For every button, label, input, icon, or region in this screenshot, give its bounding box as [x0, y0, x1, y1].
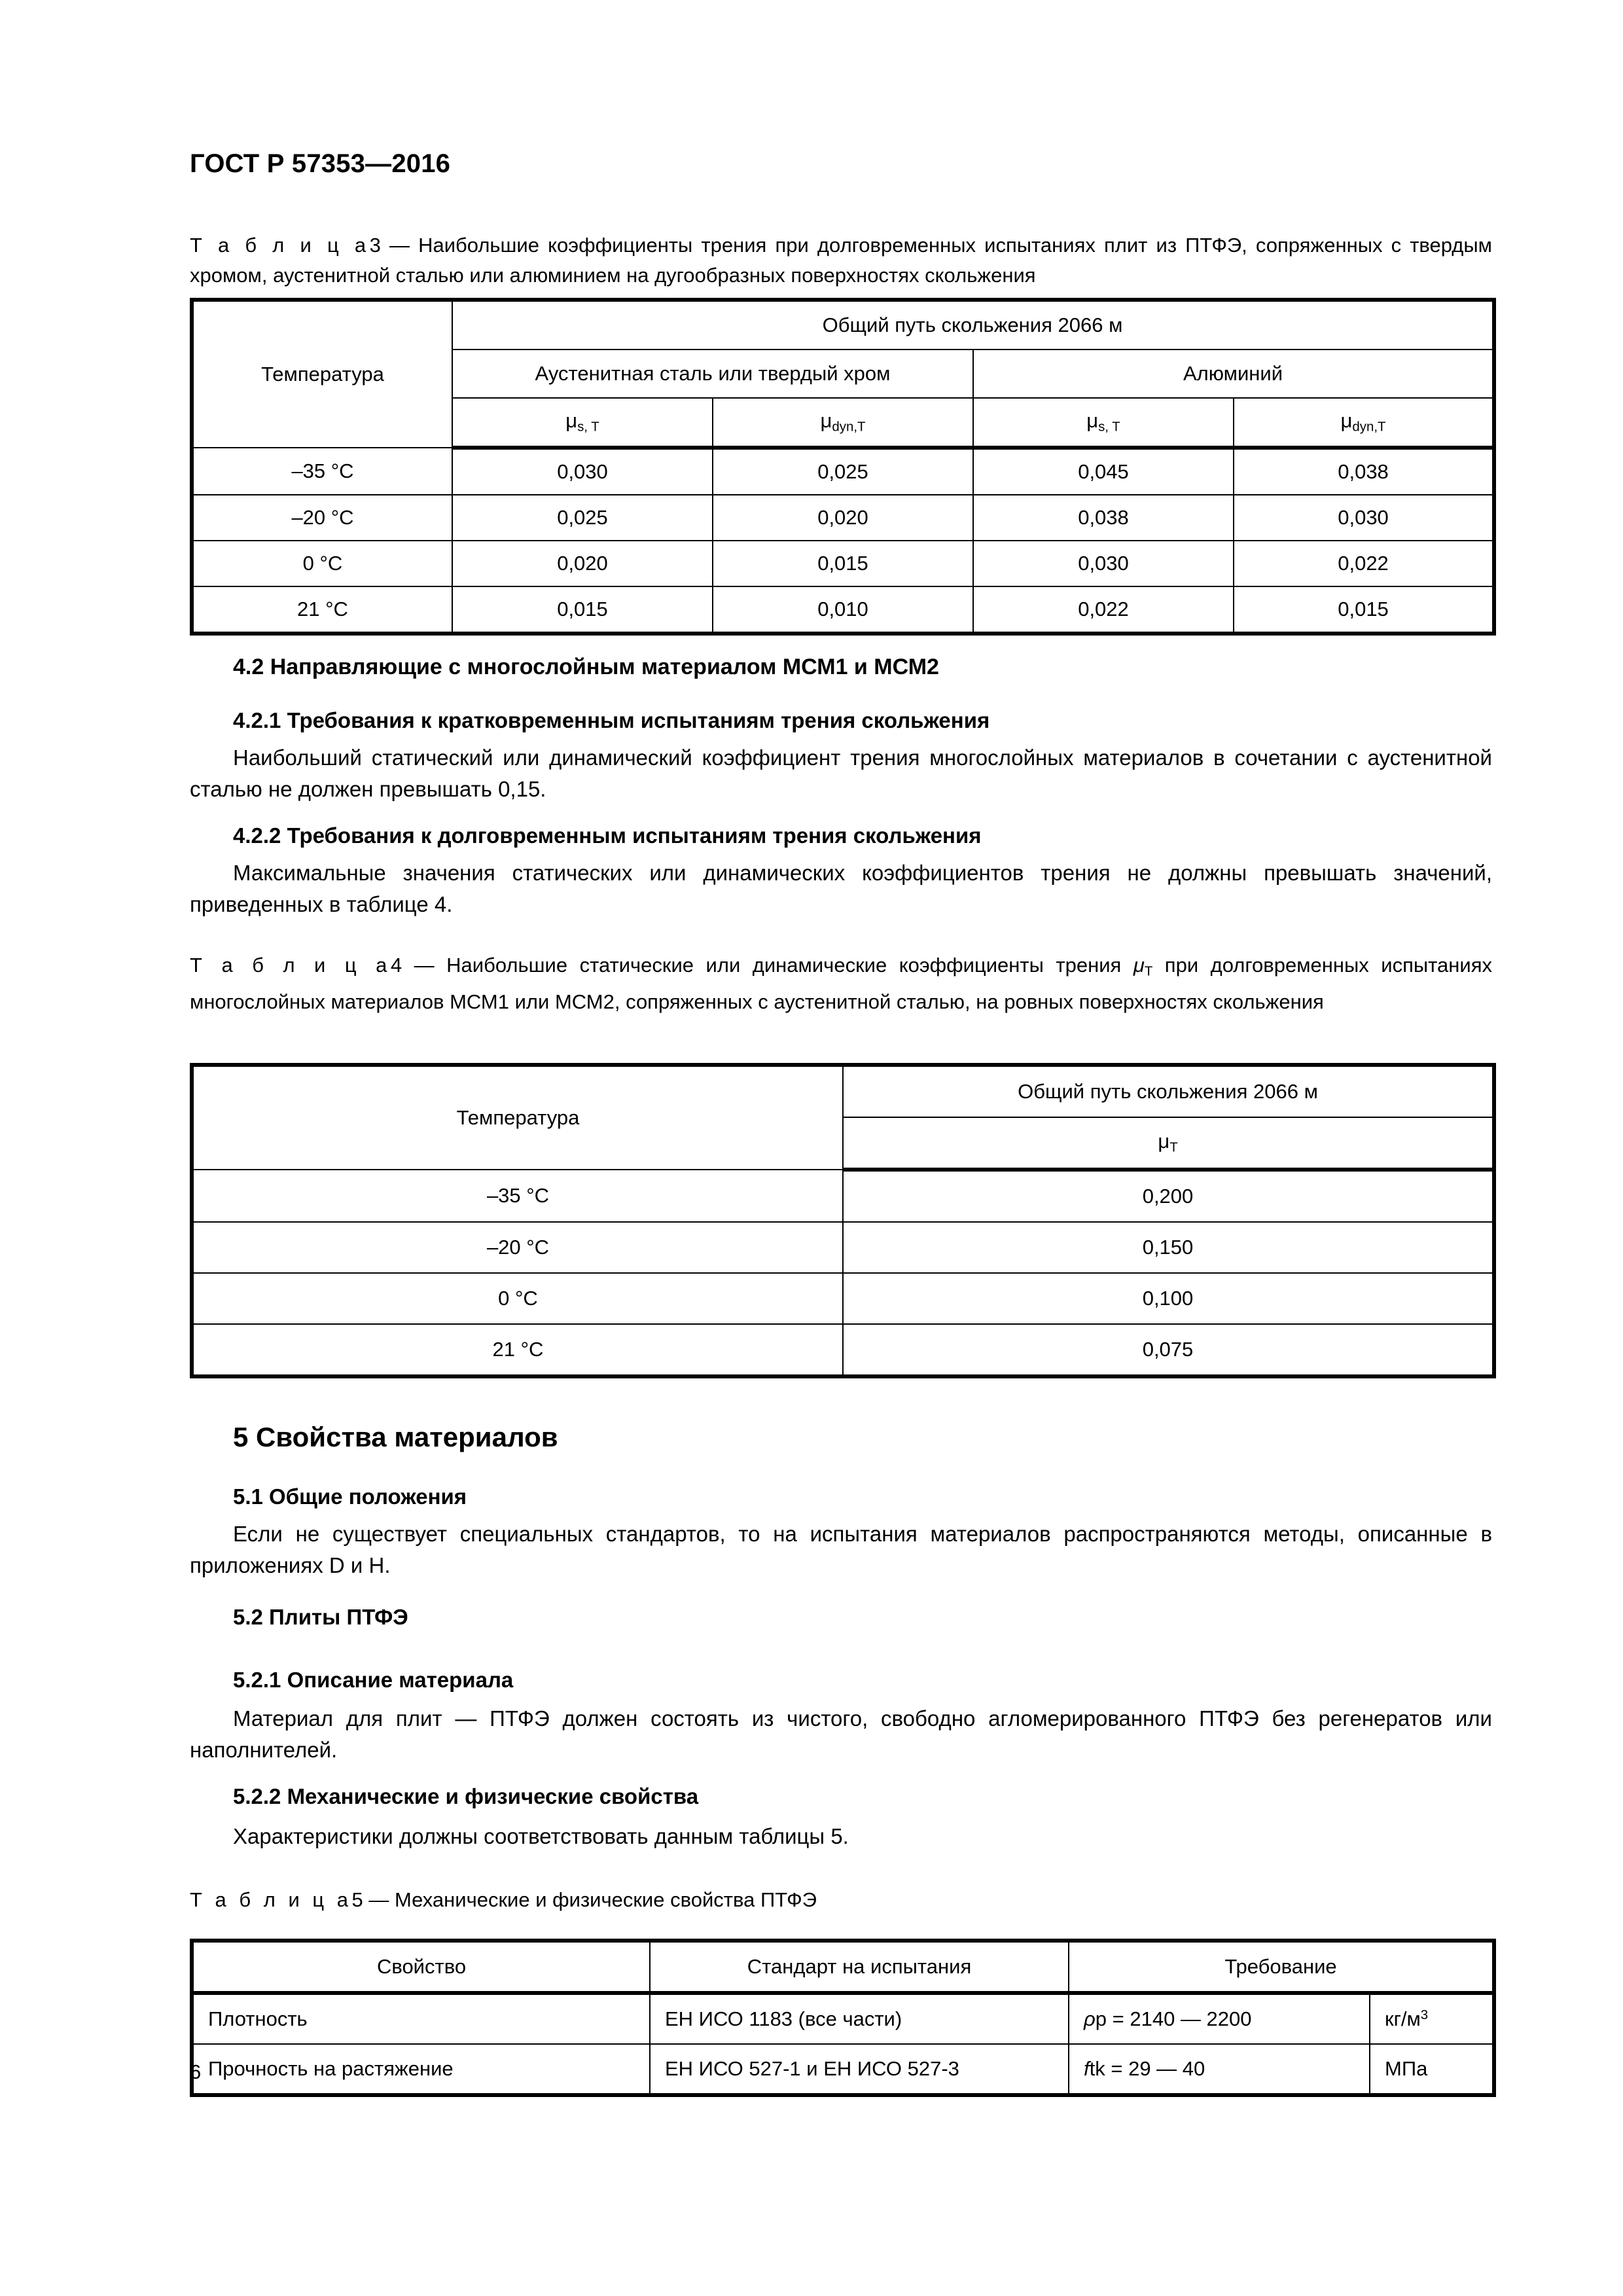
table3-cell-aluminium-dynamic: 0,038 — [1234, 448, 1494, 495]
table3-cell-steel-dynamic: 0,010 — [713, 586, 973, 634]
table-row — [192, 1273, 1494, 1324]
table3-cell-aluminium-static: 0,038 — [973, 495, 1234, 541]
table4 — [190, 1063, 1496, 1378]
section-5-2-2-body-block — [190, 1821, 1492, 1852]
table-row — [192, 541, 1494, 586]
unit-base: кг/м — [1385, 2007, 1421, 2030]
table4-cell-temperature: 21 °C — [192, 1324, 843, 1376]
f-symbol: f — [1084, 2057, 1090, 2080]
table4-cell-mu: 0,075 — [843, 1324, 1494, 1376]
heading-4-2-1: 4.2.1 Требования к кратковременным испытаниям трения скольжения — [233, 708, 990, 732]
table4-header-temperature: Температура — [192, 1065, 843, 1170]
mu-subscript: dyn,T — [1352, 419, 1386, 435]
table3-caption — [190, 230, 1492, 291]
table5-header-standard: Стандарт на испытания — [650, 1941, 1069, 1993]
heading-5-2-2: 5.2.2 Механические и физические свойства — [233, 1784, 699, 1808]
table5-cell-requirement — [1069, 1993, 1370, 2044]
table5-caption-number: 5 — [351, 1888, 363, 1911]
mu-symbol: μ — [820, 409, 832, 433]
table3-cell-temperature: –35 °C — [192, 448, 452, 495]
table3-header-group-steel: Аустенитная сталь или твердый хром — [452, 350, 973, 398]
table4-header-total-path: Общий путь скольжения 2066 м — [843, 1065, 1494, 1117]
table5-cell-unit — [1370, 1993, 1494, 2044]
mu-symbol: μ — [1133, 954, 1145, 977]
table5-header-property: Свойство — [192, 1941, 650, 1993]
table5-cell-standard: ЕН ИСО 1183 (все части) — [650, 1993, 1069, 2044]
section-4-2-2-body-block — [190, 857, 1492, 920]
heading-5: 5 Свойства материалов — [233, 1422, 558, 1452]
table4-caption-dash: — — [414, 954, 435, 977]
mu-subscript: s, T — [1098, 419, 1120, 435]
table3-cell-steel-static: 0,020 — [452, 541, 713, 586]
table4-caption — [190, 950, 1492, 1017]
heading-5-2-1: 5.2.1 Описание материала — [233, 1668, 514, 1692]
table3-container — [190, 298, 1492, 636]
table4-cell-mu: 0,100 — [843, 1273, 1494, 1324]
paragraph-5-1: Если не существует специальных стандартов, то на испытания материалов распространяются методы, описанные в приложениях D и H. — [190, 1522, 1492, 1577]
table3-header-group-aluminium: Алюминий — [973, 350, 1494, 398]
table3-cell-temperature: 0 °C — [192, 541, 452, 586]
paragraph-4-2-2: Максимальные значения статических или динамических коэффициентов трения не должны превышать значений, приведенных в таблице 4. — [190, 861, 1492, 916]
mu-symbol: μ — [1340, 409, 1353, 433]
table3-cell-steel-dynamic: 0,015 — [713, 541, 973, 586]
rho-suffix: p — [1095, 2007, 1107, 2030]
table-row — [192, 1222, 1494, 1273]
table5-cell-unit — [1370, 2044, 1494, 2095]
table3-cell-temperature: 21 °C — [192, 586, 452, 634]
table5 — [190, 1939, 1496, 2097]
table4-caption-block — [190, 950, 1492, 1017]
heading-4-2: 4.2 Направляющие с многослойным материалом МСМ1 и МСМ2 — [233, 655, 939, 679]
section-5-1-body-block — [190, 1518, 1492, 1581]
table3-cell-aluminium-static: 0,022 — [973, 586, 1234, 634]
section-4-2-2-heading-block — [190, 823, 1492, 848]
table4-container — [190, 1063, 1492, 1378]
table4-cell-mu: 0,150 — [843, 1222, 1494, 1273]
table5-header-requirement: Требование — [1069, 1941, 1494, 1993]
table3-caption-text: Наибольшие коэффициенты трения при долговременных испытаниях плит из ПТФЭ, сопряженных с твердым хромом, аустенитной сталью или алюминием на дугообразных поверхностях скольжения — [190, 234, 1492, 287]
table5-cell-standard: ЕН ИСО 527-1 и ЕН ИСО 527-3 — [650, 2044, 1069, 2095]
table3-subheader-aluminium-static — [973, 398, 1234, 448]
table-row — [192, 2044, 1494, 2095]
paragraph-5-2-1: Материал для плит — ПТФЭ должен состоять из чистого, свободно агломерированного ПТФЭ без регенератов или наполнителей. — [190, 1706, 1492, 1762]
table3-cell-steel-static: 0,030 — [452, 448, 713, 495]
table3-cell-aluminium-static: 0,045 — [973, 448, 1234, 495]
table3-cell-steel-dynamic: 0,020 — [713, 495, 973, 541]
table3-cell-aluminium-dynamic: 0,015 — [1234, 586, 1494, 634]
section-5-2-2-heading-block — [190, 1784, 1492, 1809]
section-5-2-1-heading-block — [190, 1668, 1492, 1693]
table3-cell-steel-static: 0,025 — [452, 495, 713, 541]
table3-header-row-1 — [192, 300, 1494, 350]
table4-subheader-mu — [843, 1117, 1494, 1170]
mu-symbol: μ — [1158, 1130, 1170, 1153]
f-suffix: tk — [1089, 2057, 1105, 2080]
table3-subheader-steel-dynamic — [713, 398, 973, 448]
table3-header-total-path: Общий путь скольжения 2066 м — [452, 300, 1494, 350]
paragraph-4-2-1: Наибольший статический или динамический коэффициент трения многослойных материалов в сочетании с аустенитной сталью не должен превышать 0,15. — [190, 745, 1492, 801]
table3-caption-prefix: Т а б л и ц а — [190, 234, 370, 257]
table3-header-temperature: Температура — [192, 300, 452, 448]
table5-cell-requirement — [1069, 2044, 1370, 2095]
table3-subheader-aluminium-dynamic — [1234, 398, 1494, 448]
table3-cell-steel-static: 0,015 — [452, 586, 713, 634]
table4-caption-part1: Наибольшие статические или динамические коэффициенты трения — [446, 954, 1133, 977]
heading-4-2-2: 4.2.2 Требования к долговременным испытаниям трения скольжения — [233, 823, 982, 848]
table-row — [192, 448, 1494, 495]
rho-symbol: ρ — [1084, 2007, 1096, 2030]
table3-cell-aluminium-static: 0,030 — [973, 541, 1234, 586]
table3-cell-aluminium-dynamic: 0,030 — [1234, 495, 1494, 541]
section-4-2-1-body-block — [190, 742, 1492, 805]
unit-base: МПа — [1385, 2057, 1428, 2080]
paragraph-5-2-2: Характеристики должны соответствовать данным таблицы 5. — [233, 1824, 849, 1848]
table4-caption-prefix: Т а б л и ц а — [190, 954, 391, 977]
table-row — [192, 586, 1494, 634]
mu-symbol: μ — [1086, 409, 1099, 433]
mu-subscript: s, T — [577, 419, 599, 435]
table5-caption — [190, 1885, 1492, 1915]
section-4-2-heading-block — [190, 655, 1492, 680]
table3-subheader-steel-static — [452, 398, 713, 448]
section-5-2-1-body-block — [190, 1703, 1492, 1766]
table3-cell-steel-dynamic: 0,025 — [713, 448, 973, 495]
requirement-value: = 2140 — 2200 — [1107, 2007, 1252, 2030]
table5-cell-property: Прочность на растяжение — [192, 2044, 650, 2095]
table5-header-row — [192, 1941, 1494, 1993]
table5-caption-dash: — — [368, 1888, 389, 1911]
table3-cell-aluminium-dynamic: 0,022 — [1234, 541, 1494, 586]
section-5-2-heading-block — [190, 1605, 1492, 1630]
table4-cell-temperature: –35 °C — [192, 1170, 843, 1222]
table3-cell-temperature: –20 °C — [192, 495, 452, 541]
unit-exponent: 3 — [1420, 2007, 1429, 2023]
section-4-2-1-heading-block — [190, 708, 1492, 733]
table-row — [192, 495, 1494, 541]
mu-subscript: dyn,T — [832, 419, 866, 435]
table4-cell-mu: 0,200 — [843, 1170, 1494, 1222]
requirement-value: = 29 — 40 — [1105, 2057, 1205, 2080]
section-5-1-heading-block — [190, 1484, 1492, 1509]
table5-container — [190, 1939, 1492, 2097]
section-5-heading-block — [190, 1422, 1492, 1453]
table3-caption-block — [190, 230, 1492, 291]
table4-caption-number: 4 — [390, 954, 402, 977]
table3-caption-number: 3 — [369, 234, 381, 257]
table-row — [192, 1993, 1494, 2044]
table4-cell-temperature: 0 °C — [192, 1273, 843, 1324]
table3 — [190, 298, 1496, 636]
heading-5-2: 5.2 Плиты ПТФЭ — [233, 1605, 408, 1629]
table4-header-row-1 — [192, 1065, 1494, 1117]
table3-caption-dash: — — [389, 234, 410, 257]
table-row — [192, 1170, 1494, 1222]
table5-caption-block — [190, 1885, 1492, 1915]
heading-5-1: 5.1 Общие положения — [233, 1484, 467, 1509]
mu-subscript: T — [1144, 963, 1153, 979]
mu-subscript: T — [1169, 1139, 1178, 1155]
table4-caption-part2: при долговременных испытаниях многослойных материалов МСМ1 или МСМ2, сопряженных с аустенитной сталью, на ровных поверхностях скольжения — [190, 954, 1492, 1013]
table-row — [192, 1324, 1494, 1376]
document-header-standard-id: ГОСТ Р 57353—2016 — [190, 149, 451, 178]
mu-symbol: μ — [565, 409, 578, 433]
table5-caption-text: Механические и физические свойства ПТФЭ — [395, 1888, 817, 1911]
table5-cell-property: Плотность — [192, 1993, 650, 2044]
table5-caption-prefix: Т а б л и ц а — [190, 1888, 352, 1911]
page-number: 6 — [190, 2060, 202, 2083]
table4-cell-temperature: –20 °C — [192, 1222, 843, 1273]
